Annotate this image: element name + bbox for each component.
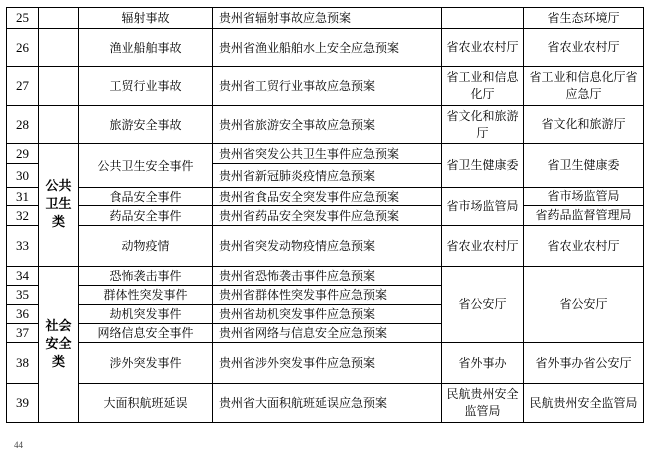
work-department: 省文化和旅游厅: [524, 106, 644, 144]
category-cell-empty: [39, 8, 79, 29]
event-type: 食品安全事件: [79, 188, 213, 206]
work-department: 省农业农村厅: [524, 29, 644, 67]
row-number: 31: [7, 188, 39, 206]
event-type: 劫机突发事件: [79, 305, 213, 324]
work-department: 省公安厅: [524, 267, 644, 343]
lead-department: [442, 8, 524, 29]
event-type: 公共卫生安全事件: [79, 144, 213, 188]
plan-name: 贵州省工贸行业事故应急预案: [213, 67, 442, 106]
work-department: 省生态环境厅: [524, 8, 644, 29]
category-cell-empty: [39, 106, 79, 144]
category-label: 社会安全类: [45, 318, 72, 370]
plan-name: 贵州省涉外突发事件应急预案: [213, 343, 442, 384]
plan-name: 贵州省大面积航班延误应急预案: [213, 384, 442, 423]
category-label: 公共卫生类: [45, 179, 72, 230]
table-row: [7, 188, 644, 206]
lead-department: 省文化和旅游厅: [442, 106, 524, 144]
event-type: 大面积航班延误: [79, 384, 213, 423]
lead-department: 省农业农村厅: [442, 226, 524, 267]
plan-name: 贵州省网络与信息安全应急预案: [213, 324, 442, 343]
event-type: 工贸行业事故: [79, 67, 213, 106]
lead-department: 省外事办: [442, 343, 524, 384]
table-row: [7, 106, 644, 144]
table-row: [7, 343, 644, 384]
row-number: 27: [7, 67, 39, 106]
work-department: 民航贵州安全监管局: [524, 384, 644, 423]
lead-department: 省农业农村厅: [442, 29, 524, 67]
table-row: [7, 206, 644, 226]
table-row: [7, 8, 644, 29]
category-cell-empty: [39, 29, 79, 67]
category-social-security: [39, 267, 79, 423]
plan-name: 贵州省新冠肺炎疫情应急预案: [213, 164, 442, 188]
row-number: 32: [7, 206, 39, 226]
row-number: 33: [7, 226, 39, 267]
event-type: 恐怖袭击事件: [79, 267, 213, 286]
lead-department: 省市场监管局: [442, 188, 524, 226]
plan-name: 贵州省突发公共卫生事件应急预案: [213, 144, 442, 164]
plan-name: 贵州省食品安全突发事件应急预案: [213, 188, 442, 206]
row-number: 28: [7, 106, 39, 144]
work-department: 省工业和信息化厅省应急厅: [524, 67, 644, 106]
event-type: 涉外突发事件: [79, 343, 213, 384]
work-department: 省卫生健康委: [524, 144, 644, 188]
event-type: 渔业船舶事故: [79, 29, 213, 67]
plan-name: 贵州省劫机突发事件应急预案: [213, 305, 442, 324]
page-footer-fragment: 44: [14, 440, 23, 450]
plan-name: 贵州省辐射事故应急预案: [213, 8, 442, 29]
category-public-health: [39, 144, 79, 267]
row-number: 26: [7, 29, 39, 67]
lead-department: 省工业和信息化厅: [442, 67, 524, 106]
plan-name: 贵州省旅游安全事故应急预案: [213, 106, 442, 144]
table-row: [7, 226, 644, 267]
table-row: [7, 384, 644, 423]
work-department: 省市场监管局: [524, 188, 644, 206]
event-type: 群体性突发事件: [79, 286, 213, 305]
row-number: 29: [7, 144, 39, 164]
work-department: 省农业农村厅: [524, 226, 644, 267]
table-row: [7, 29, 644, 67]
table-row: [7, 267, 644, 286]
plan-name: 贵州省渔业船舶水上安全应急预案: [213, 29, 442, 67]
row-number: 39: [7, 384, 39, 423]
category-cell-empty: [39, 67, 79, 106]
plan-name: 贵州省突发动物疫情应急预案: [213, 226, 442, 267]
event-type: 药品安全事件: [79, 206, 213, 226]
work-department: 省药品监督管理局: [524, 206, 644, 226]
table-row: [7, 67, 644, 106]
row-number: 35: [7, 286, 39, 305]
lead-department: 省公安厅: [442, 267, 524, 343]
row-number: 36: [7, 305, 39, 324]
row-number: 34: [7, 267, 39, 286]
row-number: 37: [7, 324, 39, 343]
emergency-plan-table: [6, 7, 644, 423]
lead-department: 省卫生健康委: [442, 144, 524, 188]
lead-department: 民航贵州安全监管局: [442, 384, 524, 423]
work-department: 省外事办省公安厅: [524, 343, 644, 384]
event-type: 网络信息安全事件: [79, 324, 213, 343]
row-number: 38: [7, 343, 39, 384]
row-number: 25: [7, 8, 39, 29]
plan-name: 贵州省群体性突发事件应急预案: [213, 286, 442, 305]
event-type: 旅游安全事故: [79, 106, 213, 144]
row-number: 30: [7, 164, 39, 188]
plan-name: 贵州省药品安全突发事件应急预案: [213, 206, 442, 226]
event-type: 辐射事故: [79, 8, 213, 29]
plan-name: 贵州省恐怖袭击事件应急预案: [213, 267, 442, 286]
table-row: [7, 144, 644, 164]
event-type: 动物疫情: [79, 226, 213, 267]
